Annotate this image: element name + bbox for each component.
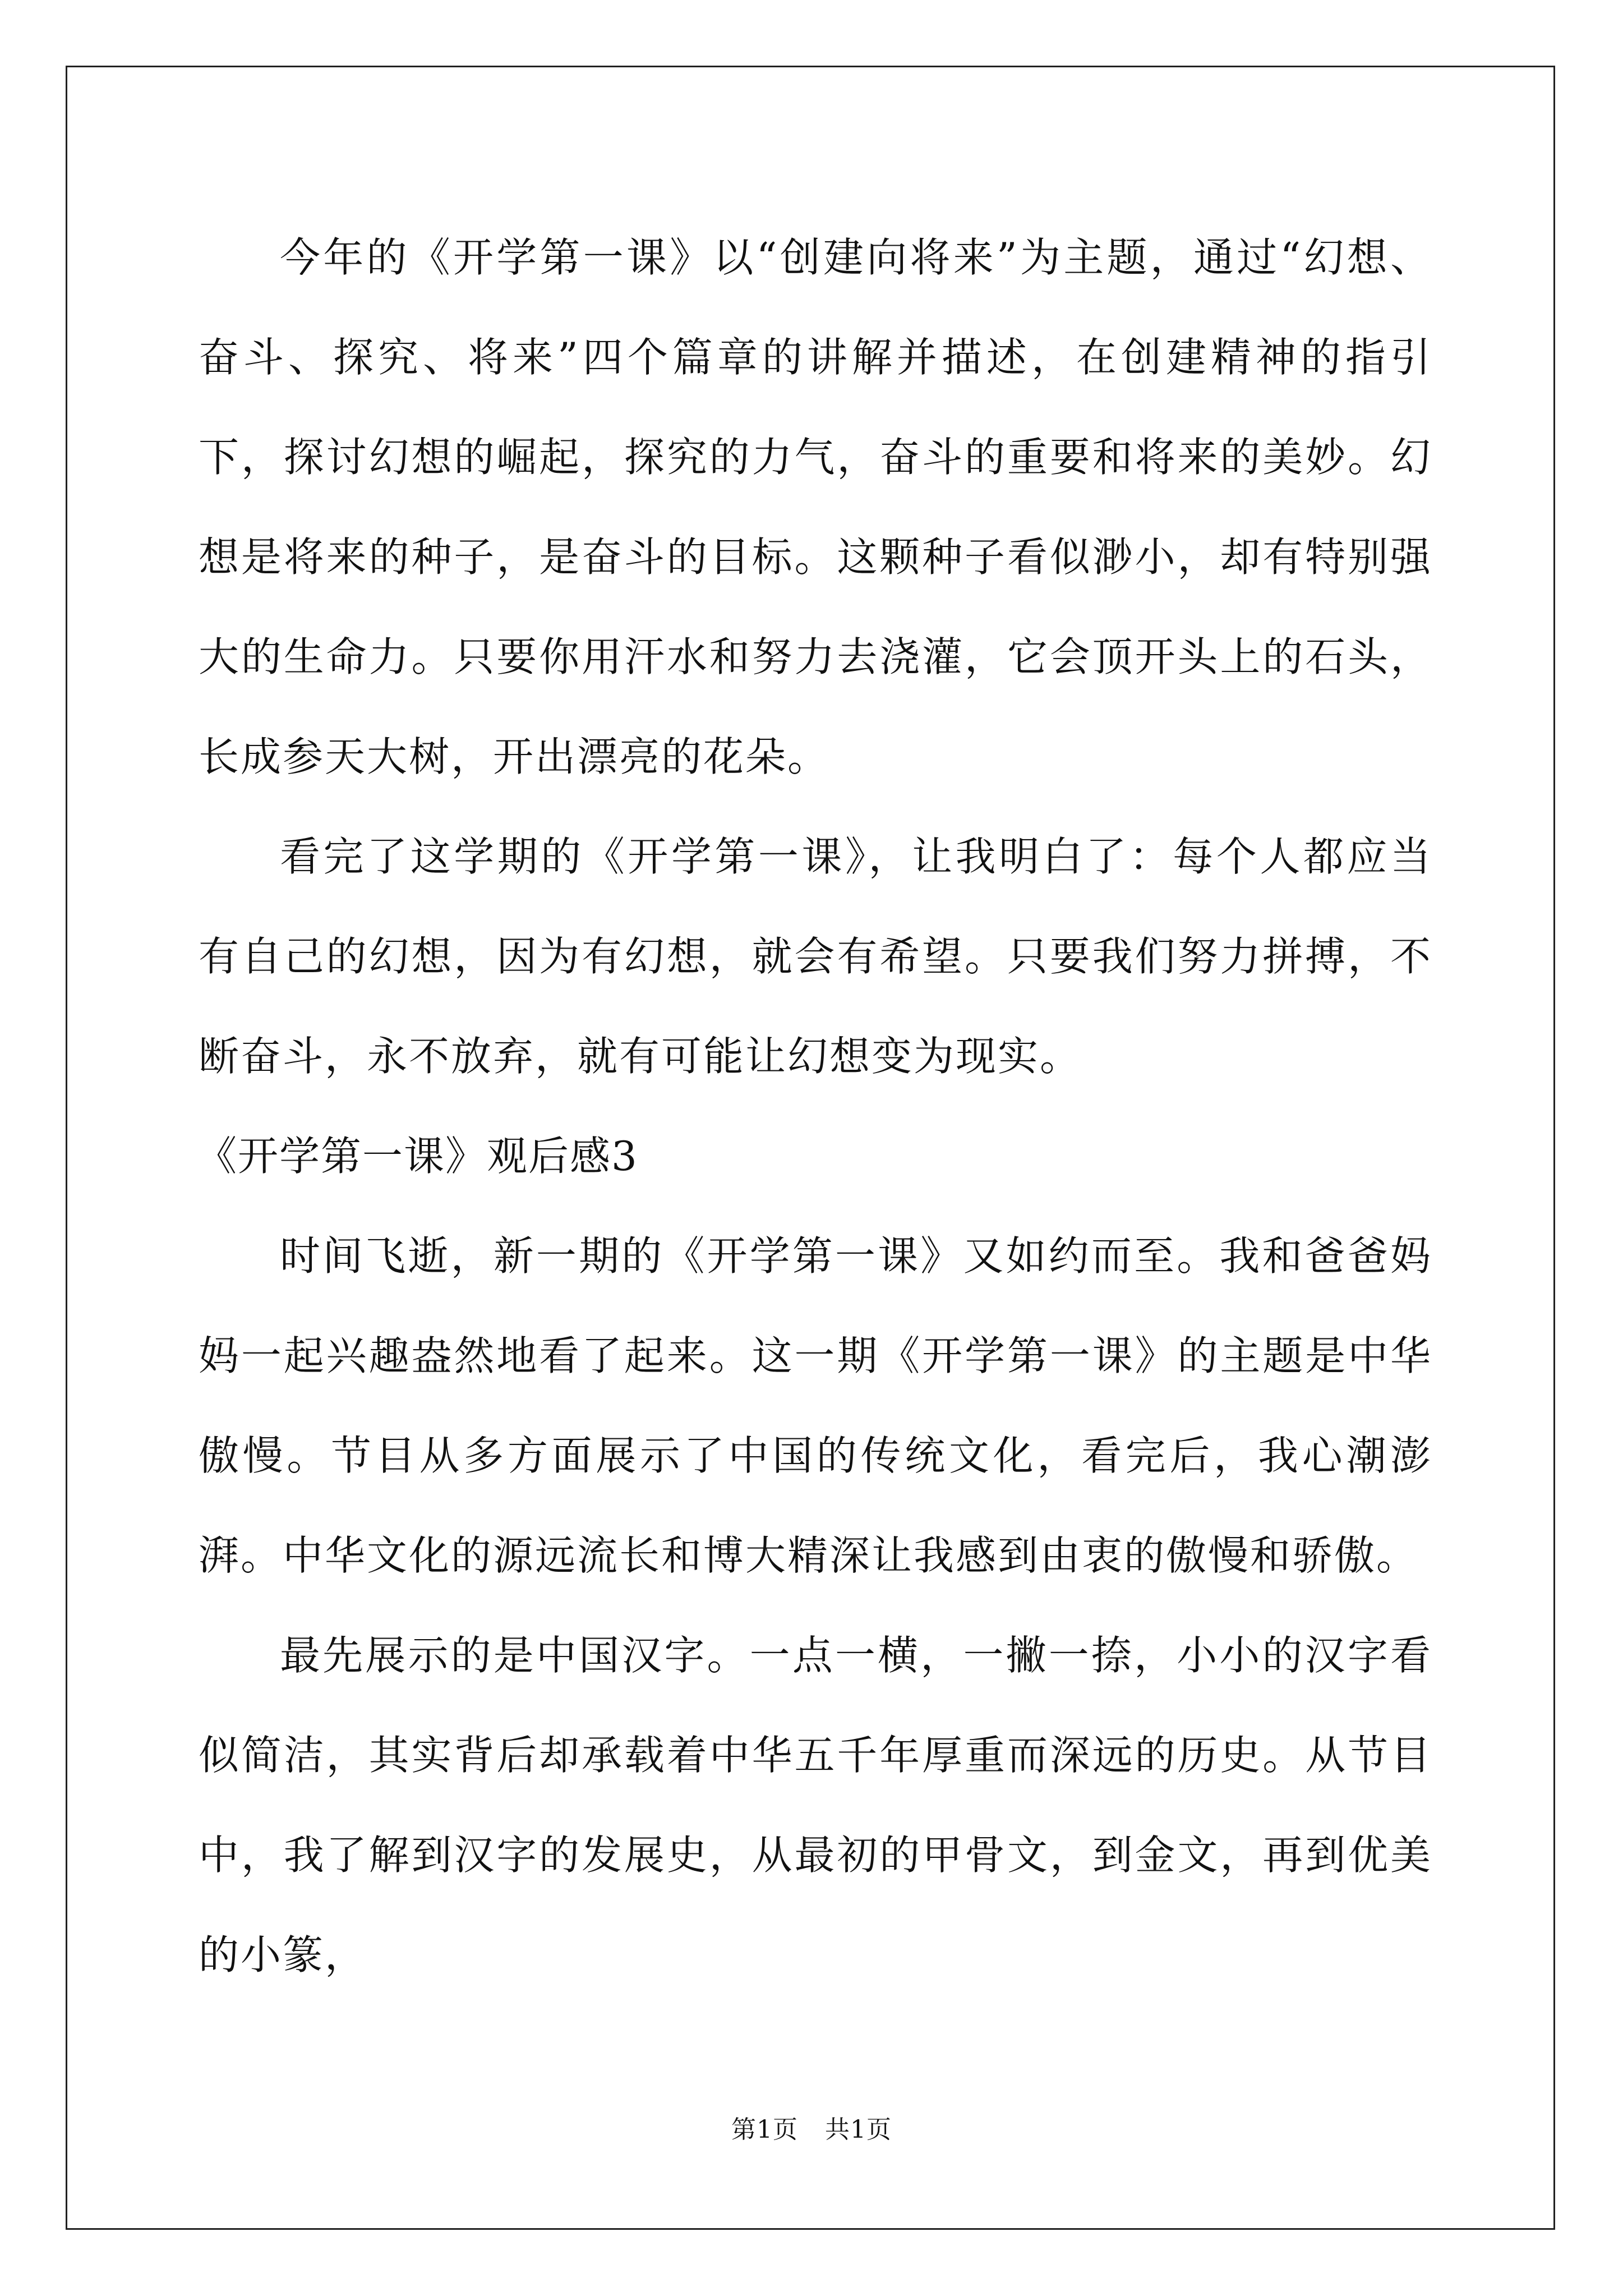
page-total: 共1页 bbox=[825, 2115, 892, 2144]
paragraph: 今年的《开学第一课》以“创建向将来”为主题，通过“幻想、奋斗、探究、将来”四个篇章的讲解并描述，在创建精神的指引下，探讨幻想的崛起，探究的力气，奋斗的重要和将来的美妙。幻想是将来的种子，是奋斗的目标。这颗种子看似渺小，却有特别强大的生命力。只要你用汗水和努力去浇灌，它会顶开头上的石头，长成参天大树，开出漂亮的花朵。 bbox=[199, 234, 1432, 780]
paragraph: 最先展示的是中国汉字。一点一横，一撇一捺，小小的汉字看似简洁，其实背后却承载着中华五千年厚重而深远的历史。从节目中，我了解到汉字的发展史，从最初的甲骨文，到金文，再到优美的小篆， bbox=[199, 1632, 1432, 1978]
page-footer bbox=[0, 2109, 1623, 2145]
page-number: 第1页 bbox=[731, 2115, 798, 2144]
document-body bbox=[196, 208, 1432, 2005]
paragraph: 看完了这学期的《开学第一课》，让我明白了：每个人都应当有自己的幻想，因为有幻想，就会有希望。只要我们努力拼搏，不断奋斗，永不放弃，就有可能让幻想变为现实。 bbox=[199, 833, 1432, 1080]
paragraph: 时间飞逝，新一期的《开学第一课》又如约而至。我和爸爸妈妈一起兴趣盎然地看了起来。这一期《开学第一课》的主题是中华傲慢。节目从多方面展示了中国的传统文化，看完后，我心潮澎湃。中华文化的源远流长和博大精深让我感到由衷的傲慢和骄傲。 bbox=[199, 1232, 1432, 1579]
section-heading: 《开学第一课》观后感3 bbox=[196, 1133, 638, 1180]
